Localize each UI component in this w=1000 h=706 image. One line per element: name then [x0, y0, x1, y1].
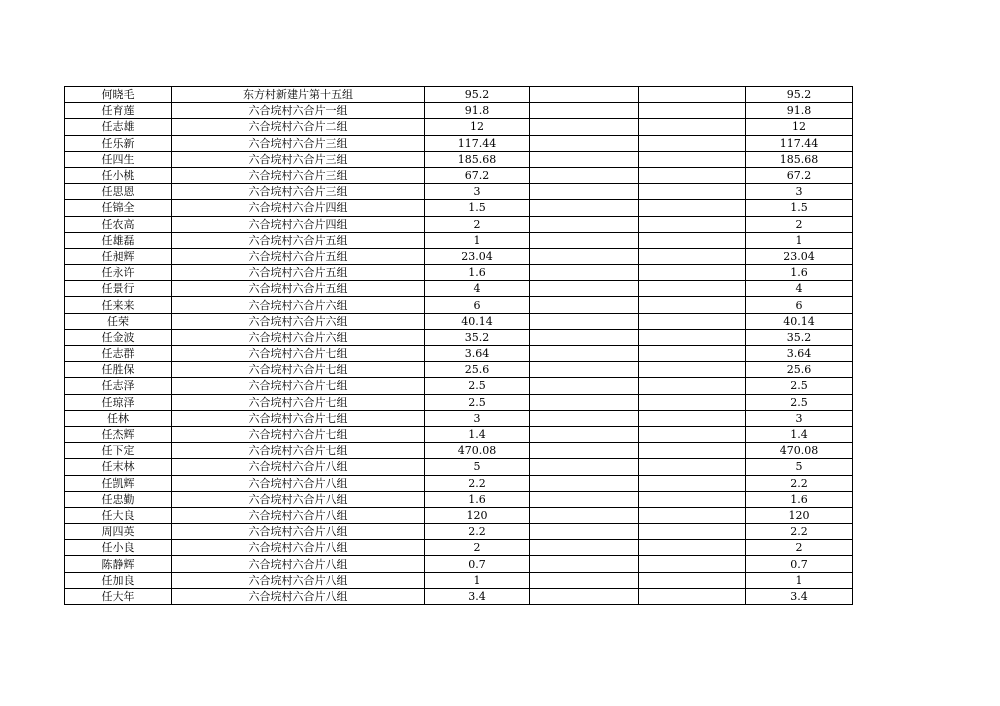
total-cell: 23.04 — [746, 248, 853, 264]
name-cell: 任大年 — [65, 588, 172, 604]
name-cell: 任四生 — [65, 151, 172, 167]
blank-cell — [530, 281, 639, 297]
table-row — [65, 313, 853, 329]
data-table — [64, 86, 853, 605]
address-cell: 六合垸村六合片六组 — [172, 313, 425, 329]
total-cell: 2 — [746, 540, 853, 556]
total-cell: 40.14 — [746, 313, 853, 329]
total-cell: 3.64 — [746, 346, 853, 362]
address-cell: 六合垸村六合片八组 — [172, 475, 425, 491]
area-cell: 0.7 — [425, 556, 530, 572]
name-cell: 任琼泽 — [65, 394, 172, 410]
blank-cell — [530, 135, 639, 151]
address-cell: 六合垸村六合片七组 — [172, 443, 425, 459]
address-cell: 六合垸村六合片八组 — [172, 491, 425, 507]
blank-cell — [530, 216, 639, 232]
address-cell: 六合垸村六合片五组 — [172, 281, 425, 297]
name-cell: 任永许 — [65, 265, 172, 281]
blank-cell — [639, 346, 746, 362]
name-cell: 陈静辉 — [65, 556, 172, 572]
name-cell: 任志群 — [65, 346, 172, 362]
blank-cell — [639, 248, 746, 264]
address-cell: 六合垸村六合片三组 — [172, 151, 425, 167]
area-cell: 95.2 — [425, 87, 530, 103]
total-cell: 6 — [746, 297, 853, 313]
address-cell: 六合垸村六合片四组 — [172, 200, 425, 216]
area-cell: 3.64 — [425, 346, 530, 362]
name-cell: 任昶辉 — [65, 248, 172, 264]
name-cell: 任杰辉 — [65, 426, 172, 442]
address-cell: 六合垸村六合片八组 — [172, 572, 425, 588]
table-row — [65, 167, 853, 183]
name-cell: 任志泽 — [65, 378, 172, 394]
total-cell: 470.08 — [746, 443, 853, 459]
blank-cell — [639, 394, 746, 410]
blank-cell — [639, 87, 746, 103]
blank-cell — [530, 426, 639, 442]
name-cell: 周四英 — [65, 524, 172, 540]
blank-cell — [530, 248, 639, 264]
blank-cell — [530, 313, 639, 329]
address-cell: 六合垸村六合片八组 — [172, 524, 425, 540]
blank-cell — [530, 540, 639, 556]
blank-cell — [530, 265, 639, 281]
total-cell: 120 — [746, 507, 853, 523]
name-cell: 任忠勤 — [65, 491, 172, 507]
table-row — [65, 119, 853, 135]
total-cell: 2.5 — [746, 394, 853, 410]
area-cell: 6 — [425, 297, 530, 313]
area-cell: 12 — [425, 119, 530, 135]
table-row — [65, 459, 853, 475]
blank-cell — [639, 184, 746, 200]
area-cell: 1 — [425, 572, 530, 588]
blank-cell — [530, 346, 639, 362]
name-cell: 任小良 — [65, 540, 172, 556]
blank-cell — [530, 87, 639, 103]
total-cell: 4 — [746, 281, 853, 297]
blank-cell — [530, 572, 639, 588]
table-row — [65, 281, 853, 297]
area-cell: 40.14 — [425, 313, 530, 329]
name-cell: 任农高 — [65, 216, 172, 232]
area-cell: 2.5 — [425, 378, 530, 394]
name-cell: 任荣 — [65, 313, 172, 329]
address-cell: 六合垸村六合片三组 — [172, 167, 425, 183]
total-cell: 0.7 — [746, 556, 853, 572]
name-cell: 任锦全 — [65, 200, 172, 216]
blank-cell — [639, 216, 746, 232]
blank-cell — [639, 329, 746, 345]
blank-cell — [639, 167, 746, 183]
name-cell: 任加良 — [65, 572, 172, 588]
address-cell: 六合垸村六合片七组 — [172, 394, 425, 410]
table-row — [65, 362, 853, 378]
blank-cell — [639, 524, 746, 540]
total-cell: 5 — [746, 459, 853, 475]
blank-cell — [530, 491, 639, 507]
area-cell: 3.4 — [425, 588, 530, 604]
address-cell: 六合垸村六合片二组 — [172, 119, 425, 135]
table-row — [65, 329, 853, 345]
area-cell: 1.6 — [425, 265, 530, 281]
total-cell: 95.2 — [746, 87, 853, 103]
total-cell: 3.4 — [746, 588, 853, 604]
blank-cell — [639, 313, 746, 329]
table-row — [65, 135, 853, 151]
blank-cell — [639, 459, 746, 475]
blank-cell — [530, 475, 639, 491]
area-cell: 2 — [425, 540, 530, 556]
table-row — [65, 378, 853, 394]
blank-cell — [639, 119, 746, 135]
blank-cell — [639, 135, 746, 151]
area-cell: 23.04 — [425, 248, 530, 264]
address-cell: 六合垸村六合片七组 — [172, 346, 425, 362]
address-cell: 六合垸村六合片七组 — [172, 426, 425, 442]
table-row — [65, 410, 853, 426]
name-cell: 任来来 — [65, 297, 172, 313]
table-row — [65, 443, 853, 459]
table-row — [65, 297, 853, 313]
blank-cell — [639, 426, 746, 442]
area-cell: 3 — [425, 184, 530, 200]
blank-cell — [530, 184, 639, 200]
table-body — [65, 87, 853, 605]
name-cell: 任金波 — [65, 329, 172, 345]
total-cell: 2.5 — [746, 378, 853, 394]
total-cell: 2.2 — [746, 475, 853, 491]
area-cell: 2.5 — [425, 394, 530, 410]
blank-cell — [530, 410, 639, 426]
blank-cell — [639, 443, 746, 459]
table-row — [65, 346, 853, 362]
area-cell: 2 — [425, 216, 530, 232]
blank-cell — [639, 151, 746, 167]
total-cell: 35.2 — [746, 329, 853, 345]
area-cell: 35.2 — [425, 329, 530, 345]
total-cell: 1 — [746, 572, 853, 588]
address-cell: 东方村新建片第十五组 — [172, 87, 425, 103]
area-cell: 25.6 — [425, 362, 530, 378]
table-row — [65, 507, 853, 523]
total-cell: 2 — [746, 216, 853, 232]
table-row — [65, 426, 853, 442]
blank-cell — [530, 103, 639, 119]
name-cell: 任景行 — [65, 281, 172, 297]
blank-cell — [639, 507, 746, 523]
address-cell: 六合垸村六合片六组 — [172, 297, 425, 313]
blank-cell — [639, 200, 746, 216]
area-cell: 470.08 — [425, 443, 530, 459]
total-cell: 67.2 — [746, 167, 853, 183]
total-cell: 1.5 — [746, 200, 853, 216]
blank-cell — [639, 378, 746, 394]
address-cell: 六合垸村六合片七组 — [172, 362, 425, 378]
table-row — [65, 572, 853, 588]
total-cell: 3 — [746, 184, 853, 200]
address-cell: 六合垸村六合片七组 — [172, 410, 425, 426]
address-cell: 六合垸村六合片三组 — [172, 184, 425, 200]
area-cell: 1.5 — [425, 200, 530, 216]
table-row — [65, 265, 853, 281]
address-cell: 六合垸村六合片八组 — [172, 459, 425, 475]
area-cell: 2.2 — [425, 475, 530, 491]
table-row — [65, 475, 853, 491]
table-row — [65, 87, 853, 103]
address-cell: 六合垸村六合片八组 — [172, 556, 425, 572]
blank-cell — [639, 491, 746, 507]
name-cell: 任雄磊 — [65, 232, 172, 248]
blank-cell — [639, 588, 746, 604]
total-cell: 1 — [746, 232, 853, 248]
blank-cell — [530, 200, 639, 216]
total-cell: 91.8 — [746, 103, 853, 119]
area-cell: 2.2 — [425, 524, 530, 540]
table-row — [65, 394, 853, 410]
name-cell: 任志雄 — [65, 119, 172, 135]
address-cell: 六合垸村六合片七组 — [172, 378, 425, 394]
name-cell: 任胜保 — [65, 362, 172, 378]
blank-cell — [530, 556, 639, 572]
blank-cell — [639, 281, 746, 297]
area-cell: 91.8 — [425, 103, 530, 119]
area-cell: 120 — [425, 507, 530, 523]
total-cell: 117.44 — [746, 135, 853, 151]
table-row — [65, 200, 853, 216]
area-cell: 1.4 — [425, 426, 530, 442]
area-cell: 5 — [425, 459, 530, 475]
name-cell: 任末林 — [65, 459, 172, 475]
blank-cell — [530, 119, 639, 135]
area-cell: 3 — [425, 410, 530, 426]
name-cell: 任下定 — [65, 443, 172, 459]
total-cell: 2.2 — [746, 524, 853, 540]
area-cell: 185.68 — [425, 151, 530, 167]
area-cell: 1 — [425, 232, 530, 248]
blank-cell — [530, 167, 639, 183]
blank-cell — [530, 362, 639, 378]
blank-cell — [530, 588, 639, 604]
table-row — [65, 588, 853, 604]
address-cell: 六合垸村六合片五组 — [172, 232, 425, 248]
table-row — [65, 556, 853, 572]
name-cell: 任育莲 — [65, 103, 172, 119]
name-cell: 任思恩 — [65, 184, 172, 200]
address-cell: 六合垸村六合片八组 — [172, 588, 425, 604]
blank-cell — [530, 378, 639, 394]
blank-cell — [530, 459, 639, 475]
total-cell: 1.6 — [746, 265, 853, 281]
blank-cell — [639, 362, 746, 378]
blank-cell — [639, 103, 746, 119]
total-cell: 12 — [746, 119, 853, 135]
address-cell: 六合垸村六合片三组 — [172, 135, 425, 151]
address-cell: 六合垸村六合片五组 — [172, 248, 425, 264]
address-cell: 六合垸村六合片五组 — [172, 265, 425, 281]
table-row — [65, 232, 853, 248]
table-row — [65, 524, 853, 540]
table-row — [65, 216, 853, 232]
name-cell: 任乐新 — [65, 135, 172, 151]
table-row — [65, 248, 853, 264]
table-row — [65, 491, 853, 507]
blank-cell — [639, 540, 746, 556]
blank-cell — [530, 507, 639, 523]
name-cell: 任林 — [65, 410, 172, 426]
blank-cell — [530, 443, 639, 459]
table-row — [65, 151, 853, 167]
address-cell: 六合垸村六合片一组 — [172, 103, 425, 119]
address-cell: 六合垸村六合片四组 — [172, 216, 425, 232]
total-cell: 3 — [746, 410, 853, 426]
blank-cell — [530, 394, 639, 410]
total-cell: 25.6 — [746, 362, 853, 378]
area-cell: 67.2 — [425, 167, 530, 183]
name-cell: 任大良 — [65, 507, 172, 523]
address-cell: 六合垸村六合片六组 — [172, 329, 425, 345]
table-row — [65, 540, 853, 556]
name-cell: 何晓毛 — [65, 87, 172, 103]
blank-cell — [530, 297, 639, 313]
blank-cell — [639, 265, 746, 281]
area-cell: 1.6 — [425, 491, 530, 507]
table-row — [65, 184, 853, 200]
blank-cell — [530, 329, 639, 345]
blank-cell — [639, 232, 746, 248]
blank-cell — [530, 232, 639, 248]
blank-cell — [639, 475, 746, 491]
address-cell: 六合垸村六合片八组 — [172, 540, 425, 556]
area-cell: 117.44 — [425, 135, 530, 151]
name-cell: 任小桃 — [65, 167, 172, 183]
blank-cell — [639, 572, 746, 588]
total-cell: 185.68 — [746, 151, 853, 167]
blank-cell — [639, 410, 746, 426]
name-cell: 任凯辉 — [65, 475, 172, 491]
area-cell: 4 — [425, 281, 530, 297]
table-row — [65, 103, 853, 119]
total-cell: 1.6 — [746, 491, 853, 507]
blank-cell — [530, 151, 639, 167]
blank-cell — [639, 297, 746, 313]
address-cell: 六合垸村六合片八组 — [172, 507, 425, 523]
blank-cell — [639, 556, 746, 572]
blank-cell — [530, 524, 639, 540]
total-cell: 1.4 — [746, 426, 853, 442]
